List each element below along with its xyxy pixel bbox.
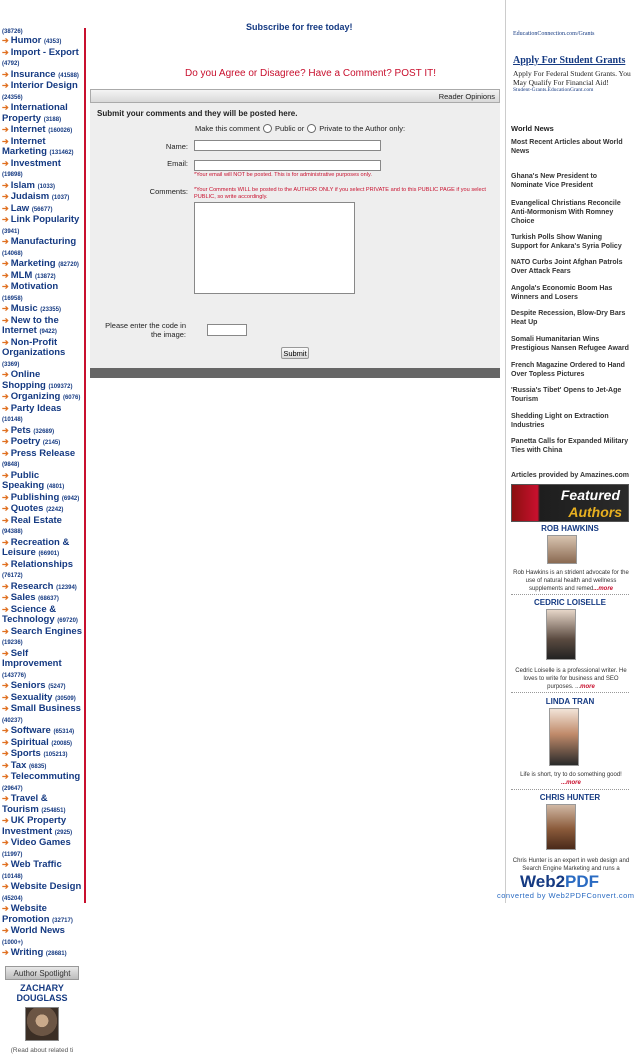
category-label: Science & Technology [2, 603, 57, 625]
arrow-right-icon: ➔ [2, 315, 9, 325]
reader-opinions-label: Reader Opinions [438, 92, 495, 101]
category-link[interactable] [0, 794, 84, 816]
category-label: Website Design [10, 881, 82, 892]
category-link[interactable] [0, 316, 84, 338]
private-radio[interactable] [307, 124, 316, 133]
category-count: (65314) [53, 729, 75, 735]
news-headline-link[interactable]: Somali Humanitarian Wins Prestigious Nansen Refugee Award [511, 336, 629, 352]
category-count: (105213) [43, 752, 68, 758]
author-photo[interactable] [546, 804, 576, 850]
comments-note: *Your Comments WILL be posted to the AUTHOR ONLY if you select PRIVATE and to this PUBLIC PAGE if you select PUBLIC, so write accordingly. [194, 187, 486, 200]
category-count: (11997) [2, 851, 23, 858]
category-count: (109372) [48, 383, 73, 390]
category-link[interactable] [0, 538, 84, 560]
category-label: Interior Design [10, 80, 78, 91]
category-label: Self Improvement [2, 647, 62, 669]
name-label: Name: [165, 142, 188, 151]
category-count: (40237) [2, 717, 23, 724]
public-radio[interactable] [263, 124, 272, 133]
category-count: (9422) [39, 329, 57, 335]
news-headline-link[interactable]: French Magazine Ordered to Hand Over Topless Pictures [511, 362, 625, 378]
category-link[interactable] [0, 649, 84, 682]
web2pdf-logo[interactable] [520, 872, 599, 892]
category-label: Quotes [10, 503, 44, 514]
spotlight-author-photo[interactable] [25, 1007, 59, 1041]
arrow-right-icon: ➔ [2, 882, 9, 891]
arrow-right-icon: ➔ [2, 948, 9, 957]
arrow-right-icon: ➔ [2, 749, 9, 758]
category-count: (2925) [54, 829, 73, 836]
author-bio-text: Rob Hawkins is an strident advocate for the use of natural health and wellness supplements and remed [513, 570, 629, 592]
spotlight-snippet: (Read about related ti [10, 1046, 74, 1054]
category-label: Organizing [10, 391, 61, 402]
arrow-right-icon: ➔ [2, 559, 9, 569]
arrow-right-icon: ➔ [2, 125, 9, 134]
category-count: (24356) [2, 94, 23, 101]
author-bio [511, 857, 631, 873]
category-link[interactable] [0, 605, 84, 627]
category-link[interactable] [0, 516, 84, 538]
category-label: Law [10, 202, 30, 214]
arrow-right-icon: ➔ [2, 860, 9, 869]
author-bio-text: Cedric Loiselle is a professional writer. He loves to write for business and SEO purposes. ... [515, 668, 627, 690]
subscribe-text[interactable]: Subscribe for free today! [246, 22, 353, 32]
category-count: (10148) [2, 873, 23, 880]
arrow-right-icon: ➔ [2, 47, 9, 57]
category-label: Seniors [10, 680, 46, 691]
category-link[interactable] [0, 159, 84, 181]
arrow-right-icon: ➔ [2, 69, 9, 79]
news-headline-link[interactable]: Turkish Polls Show Waning Support for Ankara's Syria Policy [511, 234, 622, 250]
arrow-right-icon: ➔ [2, 403, 9, 413]
arrow-right-icon: ➔ [2, 259, 9, 268]
category-label: Insurance [10, 68, 56, 80]
category-label: Internet Marketing [2, 135, 47, 157]
category-label: Tax [10, 759, 27, 771]
news-headline-link[interactable]: 'Russia's Tibet' Opens to Jet-Age Tourism [511, 387, 622, 403]
featured-line1: Featured [560, 487, 620, 503]
category-count: (41588) [58, 72, 79, 79]
public-radio-label: Public or [275, 124, 305, 133]
category-label: Small Business [10, 703, 81, 714]
category-count: (4792) [2, 61, 20, 67]
category-label: Manufacturing [10, 236, 77, 247]
category-link[interactable] [0, 560, 84, 582]
category-link[interactable] [0, 816, 84, 838]
category-label: Spiritual [10, 736, 49, 748]
category-count: (3188) [43, 116, 62, 123]
category-link[interactable] [0, 948, 84, 960]
category-link[interactable] [0, 838, 84, 860]
news-headline-link[interactable]: Evangelical Christians Reconcile Anti-Mormonism With Romney Choice [511, 200, 621, 225]
comment-heading: Do you Agree or Disagree? Have a Comment? POST IT! [185, 68, 437, 79]
category-link[interactable] [0, 926, 84, 948]
category-link[interactable] [0, 237, 84, 259]
category-label: Web Traffic [10, 859, 62, 870]
category-label: Pets [10, 424, 31, 436]
category-count: (56677) [31, 206, 53, 213]
category-sidebar [0, 28, 86, 1054]
world-news-heading: World News [511, 124, 554, 133]
author-bio [511, 667, 631, 691]
category-count: (2145) [42, 440, 61, 446]
category-count: (94388) [2, 529, 23, 535]
author-bio-text: Chris Hunter is an expert in web design and Search Engine Marketing and runs a [512, 858, 630, 872]
category-label: Link Popularity [10, 214, 80, 225]
arrow-right-icon: ➔ [2, 704, 9, 713]
category-count: (1000+) [2, 939, 23, 946]
arrow-right-icon: ➔ [2, 470, 9, 480]
author-name[interactable]: CEDRIC LOISELLE [533, 598, 606, 607]
author-more-link[interactable]: more [580, 684, 595, 690]
category-label: UK Property Investment [2, 815, 67, 837]
comments-textarea[interactable] [194, 202, 355, 294]
arrow-right-icon: ➔ [2, 448, 9, 458]
category-label: Research [10, 580, 54, 592]
spotlight-author-name[interactable]: ZACHARY DOUGLASS [16, 982, 68, 1003]
category-label: Online Shopping [2, 369, 46, 391]
category-label: Internet [10, 124, 46, 135]
arrow-right-icon: ➔ [2, 81, 9, 90]
category-label: Publishing [10, 491, 60, 503]
author-photo[interactable] [549, 708, 579, 766]
news-headline-link[interactable]: Angola's Economic Boom Has Winners and Losers [511, 285, 613, 301]
news-headline-link[interactable]: Panetta Calls for Expanded Military Ties with China [511, 438, 629, 454]
category-count: (19236) [2, 640, 23, 646]
category-link[interactable] [0, 370, 84, 392]
arrow-right-icon: ➔ [2, 726, 9, 735]
arrow-right-icon: ➔ [2, 437, 9, 446]
private-radio-label: Private to the Author only: [319, 124, 406, 133]
category-label: International Property [2, 102, 68, 124]
category-label: Humor [10, 35, 42, 46]
category-label: Investment [10, 157, 61, 169]
arrow-right-icon: ➔ [2, 215, 9, 224]
category-label: Search Engines [10, 625, 82, 637]
category-label: Recreation & Leisure [2, 536, 70, 558]
arrow-right-icon: ➔ [2, 593, 9, 602]
category-label: Telecommuting [10, 771, 81, 782]
category-label: Sales [10, 592, 36, 603]
category-label: Press Release [10, 447, 76, 459]
author-more-link[interactable]: ...more [561, 780, 581, 786]
arrow-right-icon: ➔ [2, 692, 9, 702]
category-label: Travel & Tourism [2, 793, 48, 815]
category-label: Motivation [10, 281, 59, 292]
email-label: Email: [167, 159, 188, 168]
arrow-right-icon: ➔ [2, 192, 9, 201]
comment-form [90, 103, 500, 368]
category-count: (28681) [45, 951, 67, 957]
category-count: (6076) [62, 395, 81, 401]
category-label: Sports [10, 748, 41, 759]
visibility-selector [195, 124, 405, 133]
category-link[interactable] [0, 404, 84, 426]
arrow-right-icon: ➔ [2, 425, 9, 435]
provided-by-text[interactable]: Articles provided by Amazines.com [511, 472, 629, 479]
category-link[interactable] [0, 137, 84, 159]
web2pdf-logo-a: Web2 [520, 872, 566, 891]
arrow-right-icon: ➔ [2, 392, 9, 401]
category-label: World News [10, 925, 65, 936]
category-label: Islam [10, 179, 35, 191]
category-count: (38726) [2, 29, 23, 35]
category-label: Relationships [10, 558, 73, 570]
captcha-input[interactable] [207, 324, 247, 336]
category-link[interactable] [0, 215, 84, 237]
arrow-right-icon: ➔ [2, 237, 9, 246]
captcha-label: Please enter the code in the image: [105, 321, 186, 339]
arrow-right-icon: ➔ [2, 581, 9, 591]
arrow-right-icon: ➔ [2, 648, 9, 658]
arrow-right-icon: ➔ [2, 270, 9, 280]
category-count: (30509) [55, 695, 76, 702]
category-link[interactable] [0, 81, 84, 103]
category-label: Writing [10, 947, 44, 958]
news-headline-link[interactable]: Shedding Light on Extraction Industries [511, 413, 609, 429]
author-divider [511, 789, 629, 790]
converted-by-link[interactable]: converted by Web2PDFConvert.com [497, 891, 635, 900]
category-count: (131462) [49, 150, 74, 156]
arrow-right-icon: ➔ [2, 492, 9, 502]
category-count: (9848) [2, 462, 20, 468]
category-label: Marketing [10, 258, 56, 269]
category-label: Import - Export [10, 46, 79, 58]
category-link[interactable] [0, 471, 84, 493]
arrow-right-icon: ➔ [2, 816, 9, 825]
arrow-right-icon: ➔ [2, 103, 9, 112]
web2pdf-logo-b: PDF [565, 872, 600, 891]
author-name[interactable]: LINDA TRAN [545, 697, 595, 706]
category-list [0, 36, 84, 960]
category-count: (6942) [61, 495, 80, 502]
category-count: (6835) [29, 763, 47, 770]
category-count: (160026) [48, 128, 73, 134]
reader-opinions-bar [90, 89, 500, 103]
make-comment-label: Make this comment [195, 124, 261, 133]
arrow-right-icon: ➔ [2, 626, 9, 636]
category-count: (3941) [2, 228, 20, 235]
arrow-right-icon: ➔ [2, 304, 9, 313]
category-count: (16958) [2, 295, 23, 302]
arrow-right-icon: ➔ [2, 904, 9, 913]
category-count: (10148) [2, 417, 23, 423]
category-label: Public Speaking [2, 469, 45, 491]
category-link[interactable] [0, 48, 84, 70]
category-link[interactable] [0, 103, 84, 125]
category-count: (20085) [51, 740, 73, 747]
category-count: (68637) [38, 596, 59, 602]
arrow-right-icon: ➔ [2, 515, 9, 525]
category-count: (5247) [48, 684, 66, 690]
author-photo[interactable] [546, 609, 576, 660]
category-count: (32717) [52, 917, 73, 924]
author-spotlight-header: Author Spotlight [5, 966, 79, 980]
arrow-right-icon: ➔ [2, 180, 9, 190]
arrow-right-icon: ➔ [2, 136, 9, 146]
category-count: (12394) [56, 584, 77, 591]
news-headline-link[interactable]: Ghana's New President to Nominate Vice President [511, 173, 598, 189]
arrow-right-icon: ➔ [2, 772, 9, 781]
category-count: (32689) [33, 428, 55, 435]
arrow-right-icon: ➔ [2, 794, 9, 803]
category-link[interactable] [0, 882, 84, 904]
category-label: Software [10, 725, 51, 736]
category-count: (4801) [46, 484, 65, 490]
category-label: Video Games [10, 837, 71, 848]
category-link[interactable] [0, 860, 84, 882]
category-count: (66901) [38, 551, 60, 557]
submit-button[interactable]: Submit [281, 347, 309, 359]
category-count: (23355) [40, 307, 61, 313]
category-label: Sexuality [10, 691, 53, 703]
category-link[interactable] [0, 338, 84, 371]
email-input[interactable] [194, 160, 381, 171]
category-count: (82720) [58, 262, 79, 268]
category-count: (254851) [41, 807, 66, 814]
category-link[interactable] [0, 449, 84, 471]
category-count: (2242) [46, 507, 64, 513]
category-count: (1037) [51, 195, 70, 201]
arrow-right-icon: ➔ [2, 737, 9, 747]
category-link[interactable] [0, 627, 84, 649]
category-label: Music [10, 303, 38, 314]
author-bio [511, 569, 631, 593]
category-count: (76172) [2, 573, 23, 579]
news-headline-link[interactable]: Most Recent Articles about World News [511, 139, 623, 155]
author-divider [511, 594, 629, 595]
arrow-right-icon: ➔ [2, 681, 9, 690]
ad-display-url[interactable]: Student-Grants.EducationGrant.com [513, 86, 594, 93]
email-note: *Your email will NOT be posted. This is for administrative purposes only. [194, 172, 372, 178]
category-count: (3369) [2, 361, 20, 368]
ad-box [513, 56, 631, 93]
arrow-right-icon: ➔ [2, 537, 9, 547]
author-photo[interactable] [547, 535, 577, 564]
category-link[interactable] [0, 904, 84, 926]
category-label: Judaism [10, 191, 50, 202]
ad-url-link[interactable]: EducationConnection.com/Grants [513, 31, 595, 37]
arrow-right-icon: ➔ [2, 370, 9, 379]
right-sidebar [505, 0, 638, 903]
category-count: (143776) [2, 672, 27, 679]
comments-label: Comments: [149, 187, 188, 196]
form-footer-bar [90, 368, 500, 378]
author-name[interactable]: CHRIS HUNTER [539, 793, 601, 802]
arrow-right-icon: ➔ [2, 337, 9, 347]
arrow-right-icon: ➔ [2, 36, 9, 45]
arrow-right-icon: ➔ [2, 504, 9, 513]
arrow-right-icon: ➔ [2, 760, 9, 770]
arrow-right-icon: ➔ [2, 926, 9, 935]
category-count: (29647) [2, 785, 23, 792]
category-count: (69720) [57, 618, 78, 624]
author-name[interactable]: ROB HAWKINS [541, 524, 599, 533]
category-label: Party Ideas [10, 402, 62, 414]
ad-title-link[interactable]: Apply For Student Grants [513, 55, 626, 66]
category-count: (13872) [34, 273, 56, 280]
author-divider [511, 692, 629, 693]
news-headline-link[interactable]: Despite Recession, Blow-Dry Bars Heat Up [511, 310, 626, 326]
arrow-right-icon: ➔ [2, 604, 9, 614]
category-label: Poetry [10, 436, 41, 447]
author-bio [511, 771, 631, 787]
category-link[interactable] [0, 772, 84, 794]
category-count: (19898) [2, 172, 23, 178]
category-link[interactable] [0, 704, 84, 726]
category-label: MLM [10, 269, 33, 281]
news-headline-link[interactable]: NATO Curbs Joint Afghan Patrols Over Attack Fears [511, 259, 623, 275]
arrow-right-icon: ➔ [2, 203, 9, 213]
featured-line2: Authors [568, 504, 622, 520]
name-input[interactable] [194, 140, 381, 151]
category-count: (45204) [2, 895, 23, 902]
category-count: (14068) [2, 250, 23, 257]
category-label: Real Estate [10, 514, 62, 526]
arrow-right-icon: ➔ [2, 838, 9, 847]
author-more-link[interactable]: ...more [593, 586, 614, 592]
ad-text: Apply For Federal Student Grants. You May Qualify For Financial Aid! [513, 68, 631, 87]
author-bio-text: Life is short, try to do something good! [520, 772, 622, 778]
category-link[interactable] [0, 282, 84, 304]
arrow-right-icon: ➔ [2, 158, 9, 168]
category-count: (4353) [43, 39, 62, 45]
category-label: Website Promotion [2, 903, 50, 925]
category-label: New to the Internet [2, 314, 59, 336]
category-label: Non-Profit Organizations [2, 336, 66, 358]
form-title: Submit your comments and they will be posted here. [97, 109, 298, 118]
featured-authors-banner [511, 484, 629, 522]
category-count: (1033) [37, 183, 55, 190]
arrow-right-icon: ➔ [2, 282, 9, 291]
